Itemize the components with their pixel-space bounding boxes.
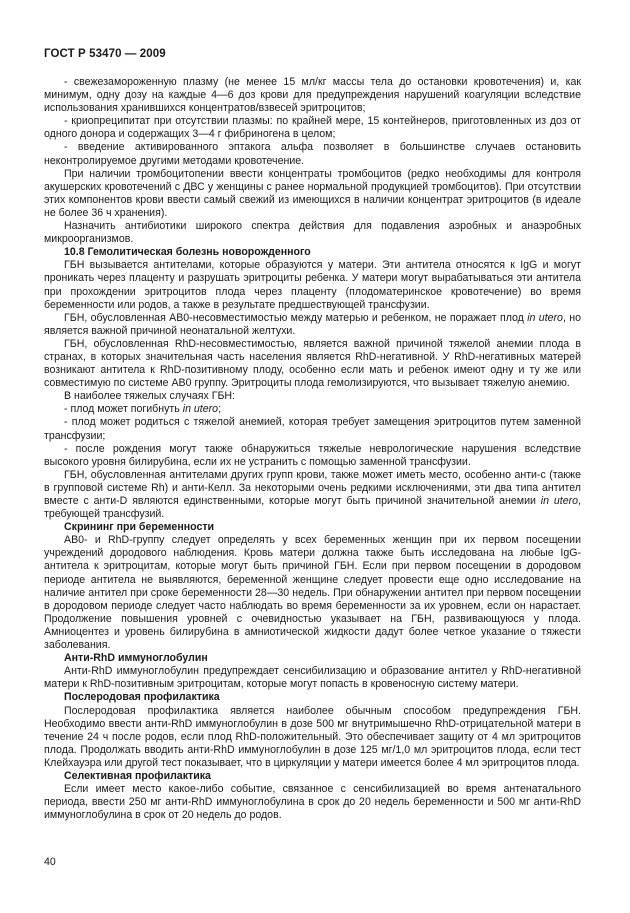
paragraph: При наличии тромбоцитопении ввести концентраты тромбоцитов (редко необходимы для контроля акушерских кровотечений с ДВС у женщины с ранее нормальной продукцией тромбоцитов). При отсутствии этих компонентов крови ввести самый свежий из имеющихся в наличии концентрат эритроцитов (в идеале не более 36 ч хранения). bbox=[44, 167, 581, 219]
document-body bbox=[44, 76, 581, 822]
paragraph: ГБН, обусловленная антителами других групп крови, также может иметь место, особенно анти-с (также в групповой системе Rh) и анти-Келл. За некоторыми очень редкими исключениями, эти два типа антител вместе с анти-D являются единственными, которые могут быть причиной значительной анемии in utero, требующей трансфузий. bbox=[44, 468, 581, 521]
paragraph: Послеродовая профилактика является наиболее обычным способом предупреждения ГБН. Необходимо ввести анти-RhD иммуноглобулин в дозе 500 мг внутримышечно RhD-отрицательной матери в течение 24 ч после родов, если плод RhD-положительный. Это обеспечивает защиту от 4 мл эритроцитов плода. Продолжать вводить анти-RhD иммуноглобулин в дозе 125 мг/1,0 мл эритроцитов плода, если тест Клейхауэра или другой тест показывает, что в циркуляции у матери имеется более 4 мл эритроцитов плода. bbox=[44, 704, 581, 769]
section-heading: 10.8 Гемолитическая болезнь новорожденного bbox=[64, 246, 311, 259]
paragraph: ГБН, обусловленная RhD-несовместимостью, является важной причиной тяжелой анемии плода в странах, в которых значительная часть населения является RhD-негативной. У RhD-негативных матерей возникают антитела к RhD-позитивному плоду, особенно если мать и ребенок имеют одну и ту же или совместимую по системе АВ0 группу. Эритроциты плода гемолизируются, что вызывает тяжелую анемию. bbox=[44, 337, 581, 390]
paragraph: Если имеет место какое-либо событие, связанное с сенсибилизацией во время антенатального периода, ввести 250 мг анти-RhD иммуноглобулина в срок до 20 недель беременности и 500 мг анти-RhD иммуноглобулина в срок от 20 недель до родов. bbox=[44, 783, 581, 822]
subsection-heading: Послеродовая профилактика bbox=[64, 691, 220, 704]
paragraph: - после рождения могут также обнаружиться тяжелые неврологические нарушения вследствие высокого уровня билирубина, если их не устранить с помощью заменной трансфузии. bbox=[44, 442, 581, 468]
paragraph: - криопреципитат при отсутствии плазмы: по крайней мере, 15 контейнеров, приготовленных из доз от одного донора и содержащих 3—4 г фибриногена в целом; bbox=[44, 115, 581, 141]
paragraph: АВ0- и RhD-группу следует определять у всех беременных женщин при их первом посещении учреждений дородового наблюдения. Кровь матери должна также быть исследована на любые IgG-антитела к эритроцитам, которые могут быть причиной ГБН. Если при первом посещении в дородовом периоде антитела не выявляются, беременной женщине следует провести еще одно исследование на наличие антител при сроке беременности 28—30 недель. При обнаружении антител при первом посещении в дородовом периоде следует часто наблюдать во время беременности за их уровнем, если он нарастает. Продолжение повышения уровней с очевидностью указывает на ГБН, развивающуюся у плода. Амниоцентез и уровень билирубина в амниотической жидкости дадут более четкое указание о тяжести заболевания. bbox=[44, 534, 581, 652]
paragraph: - свежезамороженную плазму (не менее 15 мл/кг массы тела до остановки кровотечения) и, как минимум, одну дозу на каждые 4—6 доз крови для предупреждения нарушений коагуляции вследствие использования хранившихся концентратов/взвесей эритроцитов; bbox=[44, 76, 581, 115]
subsection-heading: Анти-RhD иммуноглобулин bbox=[64, 652, 208, 665]
page-header: ГОСТ Р 53470 — 2009 bbox=[44, 48, 166, 60]
paragraph: - плод может родиться с тяжелой анемией, которая требует замещения эритроцитов путем заменной трансфузии; bbox=[44, 416, 581, 442]
paragraph: ГБН, обусловленная АВ0-несовместимостью между матерью и ребенком, не поражает плод in utero, но является важной причиной неонатальной желтухи. bbox=[44, 311, 581, 337]
page-number: 40 bbox=[44, 856, 56, 868]
subsection-heading: Селективная профилактика bbox=[64, 769, 211, 782]
paragraph: - введение активированного эптакога альфа позволяет в большинстве случаев остановить неконтролируемое другими методами кровотечение. bbox=[44, 141, 581, 167]
paragraph: Назначить антибиотики широкого спектра действия для подавления аэробных и анаэробных микроорганизмов. bbox=[44, 220, 581, 246]
paragraph: В наиболее тяжелых случаях ГБН: bbox=[64, 390, 235, 403]
paragraph: ГБН вызывается антителами, которые образуются у матери. Эти антитела относятся к IgG и могут проникать через плаценту и разрушать эритроциты ребенка. У матери могут вырабатываться эти антитела при прохождении эритроцитов плода через плаценту (плодоматеринское кровотечение) во время беременности или родов, а также в результате предшествующей трансфузии. bbox=[44, 259, 581, 311]
paragraph: Анти-RhD иммуноглобулин предупреждает сенсибилизацию и образование антител у RhD-негативной матери к RhD-позитивным эритроцитам, которые могут попасть в кровеносную систему матери. bbox=[44, 665, 581, 691]
subsection-heading: Скрининг при беременности bbox=[64, 521, 215, 534]
paragraph: - плод может погибнуть in utero; bbox=[64, 403, 222, 416]
